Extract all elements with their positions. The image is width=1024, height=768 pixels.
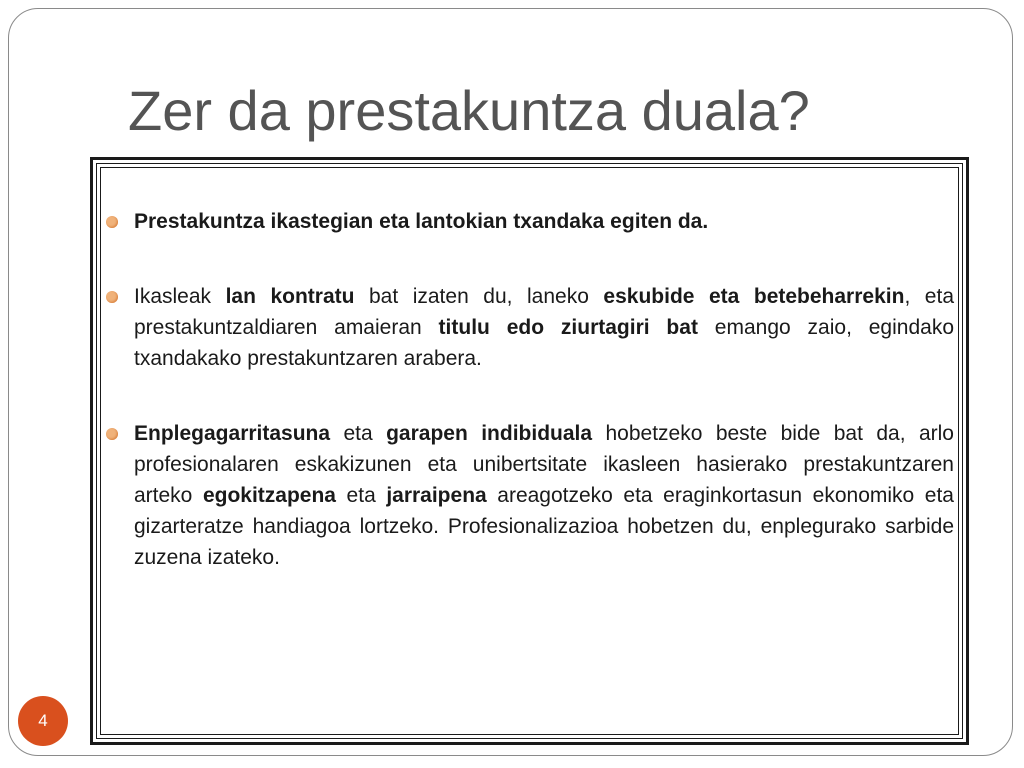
bullet-dot-icon: [106, 428, 118, 440]
bullet-list: [134, 206, 954, 617]
text-run: eta: [330, 422, 387, 445]
text-run: , eta prestakuntzaldiaren amaieran: [134, 285, 954, 339]
bold-text-run: titulu edo ziurtagiri bat: [438, 316, 698, 339]
bold-text-run: eskubide eta betebeharrekin: [603, 285, 905, 308]
bold-text-run: egokitzapena: [202, 484, 336, 507]
text-run: hobetzeko beste bide bat da, arlo profesionalaren eskakizunen eta unibertsitate ikasleen hasierako prestakuntzaren arteko: [134, 422, 954, 507]
bullet-item-3: [134, 418, 954, 573]
bullet-dot-icon: [106, 291, 118, 303]
slide-title: Zer da prestakuntza duala?: [128, 79, 810, 142]
bullet-item-1: [134, 206, 954, 237]
text-run: eta: [335, 484, 387, 507]
bold-text-run: jarraipena: [386, 484, 487, 507]
bold-text-run: Enplegagarritasuna: [134, 422, 331, 445]
text-run: bat izaten du, laneko: [354, 285, 604, 308]
bullet-text: [134, 422, 954, 569]
text-run: Ikasleak: [134, 285, 226, 308]
page-number: 4: [38, 711, 48, 730]
bullet-text: [134, 210, 708, 233]
bold-text-run: lan kontratu: [225, 285, 355, 308]
text-run: emango zaio, egindako txandakako prestakuntzaren arabera.: [134, 316, 954, 370]
text-run: areagotzeko eta eraginkortasun ekonomiko eta gizarteratze handiagoa lortzeko. Profesionalizazioa hobetzen du, enplegurako sarbide zuzena izateko.: [134, 484, 954, 569]
bullet-dot-icon: [106, 216, 118, 228]
bold-text-run: Prestakuntza ikastegian eta lantokian txandaka egiten da.: [134, 210, 709, 233]
bullet-item-2: [134, 281, 954, 374]
bullet-text: [134, 285, 954, 370]
bold-text-run: garapen indibiduala: [386, 422, 593, 445]
page-number-badge: [18, 696, 68, 746]
